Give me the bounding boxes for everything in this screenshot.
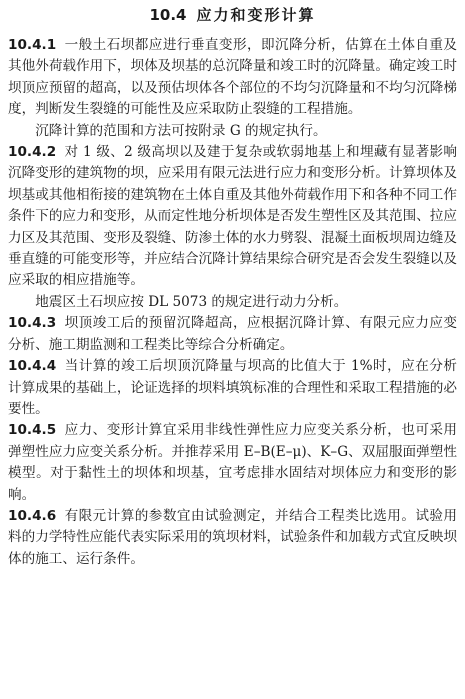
clause-text: 坝顶竣工后的预留沉降超高，应根据沉降计算、有限元应力应变分析、施工期监测和工程类比等综合分析确定。 [8, 315, 457, 353]
clause-text: 一般土石坝都应进行垂直变形，即沉降分析，估算在土体自重及其他外荷载作用下，坝体及坝基的总沉降量和竣工时的沉降量。确定竣工时坝顶应预留的超高，以及预估坝体各个部位的不均匀沉降量和不均匀沉降梯度，判断发生裂缝的可能性及应采取防止裂缝的工程措施。 [8, 37, 457, 118]
section-title-text: 应力和变形计算 [196, 6, 316, 24]
clause-10-4-4 [8, 356, 457, 420]
clause-number: 10.4.6 [8, 507, 57, 524]
clause-10-4-5 [8, 420, 457, 506]
clause-number: 10.4.2 [8, 144, 57, 161]
clause-10-4-3 [8, 313, 457, 356]
section-title [8, 4, 457, 26]
clause-text: 沉降计算的范围和方法可按附录 G 的规定执行。 [35, 122, 327, 139]
clause-text: 对 1 级、2 级高坝以及建于复杂或软弱地基上和埋藏有显著影响沉降变形的建筑物的坝，应采用有限元法进行应力和变形分析。计算坝体及坝基或其他相衔接的建筑物在土体自重及其他外荷载作用下和各种不同工作条件下的应力和变形，从而定性地分析坝体是否发生塑性区及其范围、拉应力区及其范围、变形及裂缝、防渗土体的水力劈裂、混凝土面板坝周边缝及垂直缝的可能变形等，并应结合沉降计算结果综合研究是否会发生裂缝以及应采取的相应措施等。 [8, 144, 457, 289]
clause-10-4-2 [8, 142, 457, 292]
clause-text: 当计算的竣工后坝顶沉降量与坝高的比值大于 1%时，应在分析计算成果的基础上，论证选择的坝料填筑标准的合理性和采取工程措施的必要性。 [8, 358, 457, 417]
clause-number: 10.4.3 [8, 315, 57, 332]
clause-number: 10.4.4 [8, 358, 57, 375]
clause-10-4-1 [8, 35, 457, 121]
clause-text: 有限元计算的参数宜由试验测定，并结合工程类比选用。试验用料的力学特性应能代表实际采用的筑坝材料，试验条件和加载方式宜反映坝体的施工、运行条件。 [8, 507, 457, 567]
clause-10-4-6 [8, 506, 457, 570]
clause-number: 10.4.1 [8, 37, 57, 53]
clause-10-4-2-note [8, 292, 457, 313]
clause-number: 10.4.5 [8, 422, 57, 439]
clause-text: 地震区土石坝应按 DL 5073 的规定进行动力分析。 [35, 293, 348, 310]
section-number: 10.4 [149, 6, 187, 24]
clause-10-4-1-note [8, 121, 457, 142]
clause-text: 应力、变形计算宜采用非线性弹性应力应变关系分析，也可采用弹塑性应力应变关系分析。并推荐采用 E–B(E–μ)、K–G、双屈服面弹塑性模型。对于黏性土的坝体和坝基，宜考虑排水固结对坝体应力和变形的影响。 [8, 422, 457, 503]
